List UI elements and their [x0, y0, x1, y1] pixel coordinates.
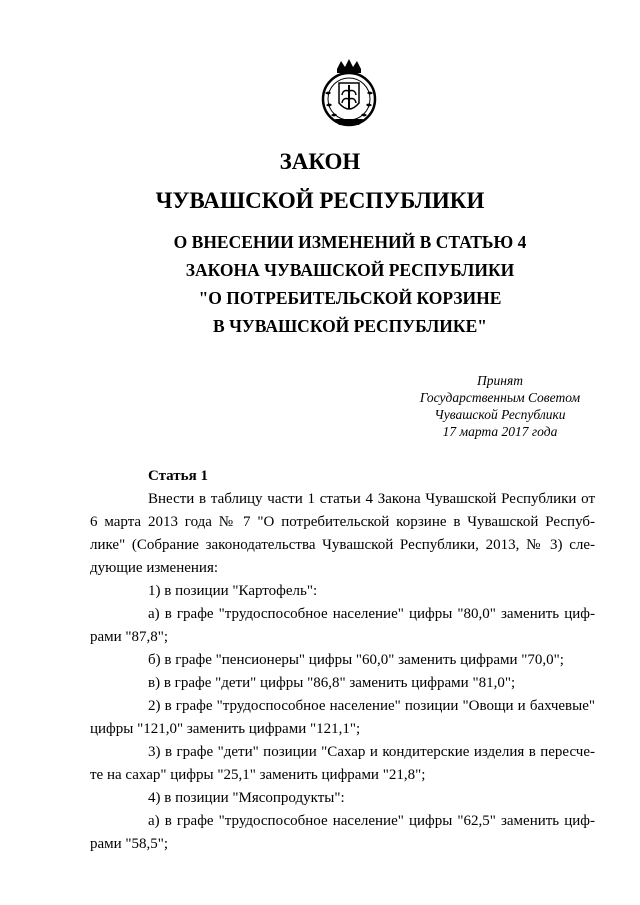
article-text-line: 3) в графе "дети" позиции "Сахар и кондитерские изделия в пересче-: [148, 744, 595, 760]
article-text-line: 4) в позиции "Мясопродукты":: [148, 790, 345, 806]
article-text-line: 2) в графе "трудоспособное население" позиции "Овощи и бахчевые": [148, 698, 595, 714]
chuvash-coat-of-arms-icon: [317, 55, 381, 127]
article-text-line: дующие изменения:: [90, 560, 219, 576]
law-subtitle-line: ЗАКОНА ЧУВАШСКОЙ РЕСПУБЛИКИ: [185, 260, 515, 280]
article-text-line: б) в графе "пенсионеры" цифры "60,0" заменить цифрами "70,0";: [148, 652, 564, 668]
article-text-line: рами "87,8";: [90, 629, 169, 645]
law-subtitle-line: О ВНЕСЕНИИ ИЗМЕНЕНИЙ В СТАТЬЮ 4: [173, 232, 527, 252]
article-text-line: а) в графе "трудоспособное население" цифры "62,5" заменить циф-: [148, 813, 595, 829]
adoption-note-line: Принят: [477, 373, 523, 388]
law-subtitle-line: "О ПОТРЕБИТЕЛЬСКОЙ КОРЗИНЕ: [198, 288, 502, 308]
article-heading: Статья 1: [148, 468, 208, 484]
adoption-date: 17 марта 2017 года: [442, 424, 558, 439]
article-text-line: 6 марта 2013 года № 7 "О потребительской корзине в Чувашской Респуб-: [90, 514, 595, 530]
law-republic-title: ЧУВАШСКОЙ РЕСПУБЛИКИ: [155, 188, 485, 213]
article-text-line: рами "58,5";: [90, 836, 169, 852]
law-title: ЗАКОН: [279, 149, 361, 174]
article-text-line: в) в графе "дети" цифры "86,8" заменить цифрами "81,0";: [148, 675, 516, 691]
article-text-line: те на сахар" цифры "25,1" заменить цифрами "21,8";: [90, 767, 426, 783]
adoption-note-line: Чувашской Республики: [434, 407, 566, 422]
article-text-line: Внести в таблицу части 1 статьи 4 Закона Чувашской Республики от: [148, 491, 595, 507]
article-text-line: цифры "121,0" заменить цифрами "121,1";: [90, 721, 361, 737]
article-text-line: 1) в позиции "Картофель":: [148, 583, 318, 599]
article-text-line: а) в графе "трудоспособное население" цифры "80,0" заменить циф-: [148, 606, 595, 622]
article-text-line: лике" (Собрание законодательства Чувашской Республики, 2013, № 3) сле-: [90, 537, 595, 553]
adoption-note-line: Государственным Советом: [419, 390, 581, 405]
law-subtitle-line: В ЧУВАШСКОЙ РЕСПУБЛИКЕ": [213, 316, 487, 336]
